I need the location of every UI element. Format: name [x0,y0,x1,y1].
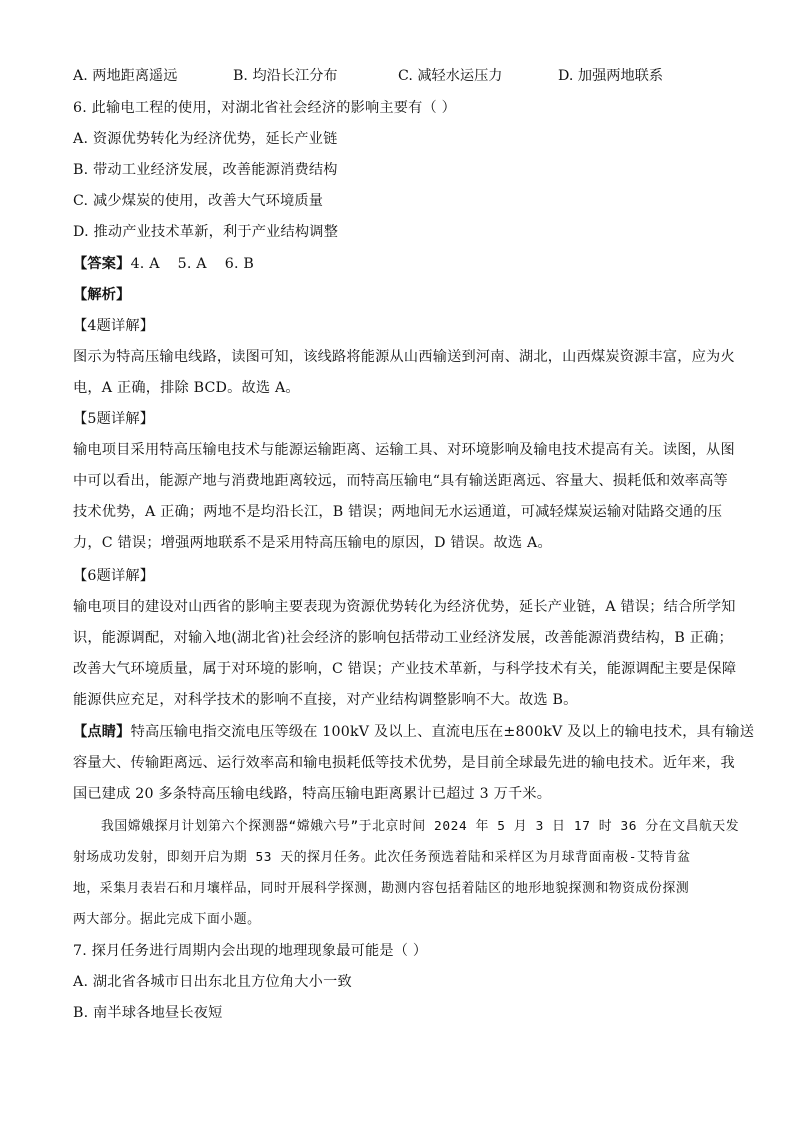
q5-option-a: A. 两地距离遥远 [73,68,178,84]
comment-line-1 [73,722,755,742]
detail5-line-3: 技术优势，A 正确；两地不是均沿长江，B 错误；两地间无水运通道，可减轻煤炭运输对陆路交通的压 [73,504,723,520]
detail5-line-2: 中可以看出，能源产地与消费地距离较远，而特高压输电“具有输送距离远、容量大、损耗低和效率高等 [73,473,728,489]
q6-option-a: A. 资源优势转化为经济优势，延长产业链 [73,131,338,147]
answer-6: 6. B [224,256,255,272]
answer-label: 【答案】 [73,256,131,272]
q5-option-b: B. 均沿长江分布 [233,68,338,84]
q5-option-d: D. 加强两地联系 [558,68,664,84]
q6-stem: 6. 此输电工程的使用，对湖北省社会经济的影响主要有（ ） [73,100,457,116]
q5-options-row [73,66,723,86]
detail4-line-2: 电，A 正确，排除 BCD。故选 A。 [73,380,300,396]
q6-option-b: B. 带动工业经济发展，改善能源消费结构 [73,162,338,178]
detail5-line-1: 输电项目采用特高压输电技术与能源运输距离、运输工具、对环境影响及输电技术提高有关。读图，从图 [73,442,735,458]
passage-line-4: 两大部分。据此完成下面小题。 [73,912,261,927]
detail6-label: 【6题详解】 [73,568,155,584]
comment-first-text: 特高压输电指交流电压等级在 100kV 及以上、直流电压在±800kV 及以上的输电技术，具有输送 [130,724,755,740]
q7-stem: 7. 探月任务进行周期内会出现的地理现象最可能是（ ） [73,943,428,959]
detail6-line-3: 改善大气环境质量，属于对环境的影响，C 错误；产业技术革新，与科学技术有关，能源调配主要是保障 [73,661,737,677]
analysis-label: 【解析】 [73,287,131,303]
detail4-label: 【4题详解】 [73,318,155,334]
answer-line [73,254,723,274]
q6-option-c: C. 减少煤炭的使用，改善大气环境质量 [73,193,324,209]
q7-option-a: A. 湖北省各城市日出东北且方位角大小一致 [73,974,352,990]
q7-option-b: B. 南半球各地昼长夜短 [73,1005,223,1021]
answer-5: 5. A [177,256,207,272]
passage-line-2: 射场成功发射，即刻开启为期 53 天的探月任务。此次任务预选着陆和采样区为月球背面南极-艾特肯盆 [73,850,691,865]
comment-line-2: 容量大、传输距离远、运行效率高和输电损耗低等技术优势，是目前全球最先进的输电技术。近年来，我 [73,755,735,771]
comment-label: 【点睛】 [73,724,131,740]
passage-line-3: 地，采集月表岩石和月壤样品，同时开展科学探测，勘测内容包括着陆区的地形地貌探测和物资成份探测 [73,881,690,896]
q6-option-d: D. 推动产业技术革新，利于产业结构调整 [73,224,339,240]
q5-option-c: C. 减轻水运压力 [398,68,503,84]
answer-4: 4. A [130,256,160,272]
detail6-line-2: 识，能源调配，对输入地(湖北省)社会经济的影响包括带动工业经济发展，改善能源消费结构，B 正确； [73,630,733,646]
passage-line-1: 我国嫦娥探月计划第六个探测器“嫦娥六号”于北京时间 2024 年 5 月 3 日 17 时 36 分在文昌航天发 [101,819,740,834]
detail6-line-1: 输电项目的建设对山西省的影响主要表现为资源优势转化为经济优势，延长产业链，A 错误；结合所学知 [73,599,736,615]
detail5-label: 【5题详解】 [73,411,155,427]
detail6-line-4: 能源供应充足，对科学技术的影响不直接，对产业结构调整影响不大。故选 B。 [73,692,578,708]
detail5-line-4: 力，C 错误；增强两地联系不是采用特高压输电的原因，D 错误。故选 A。 [73,535,552,551]
detail4-line-1: 图示为特高压输电线路，读图可知，该线路将能源从山西输送到河南、湖北，山西煤炭资源丰富，应为火 [73,349,735,365]
comment-line-3: 国已建成 20 多条特高压输电线路，特高压输电距离累计已超过 3 万千米。 [73,786,552,802]
